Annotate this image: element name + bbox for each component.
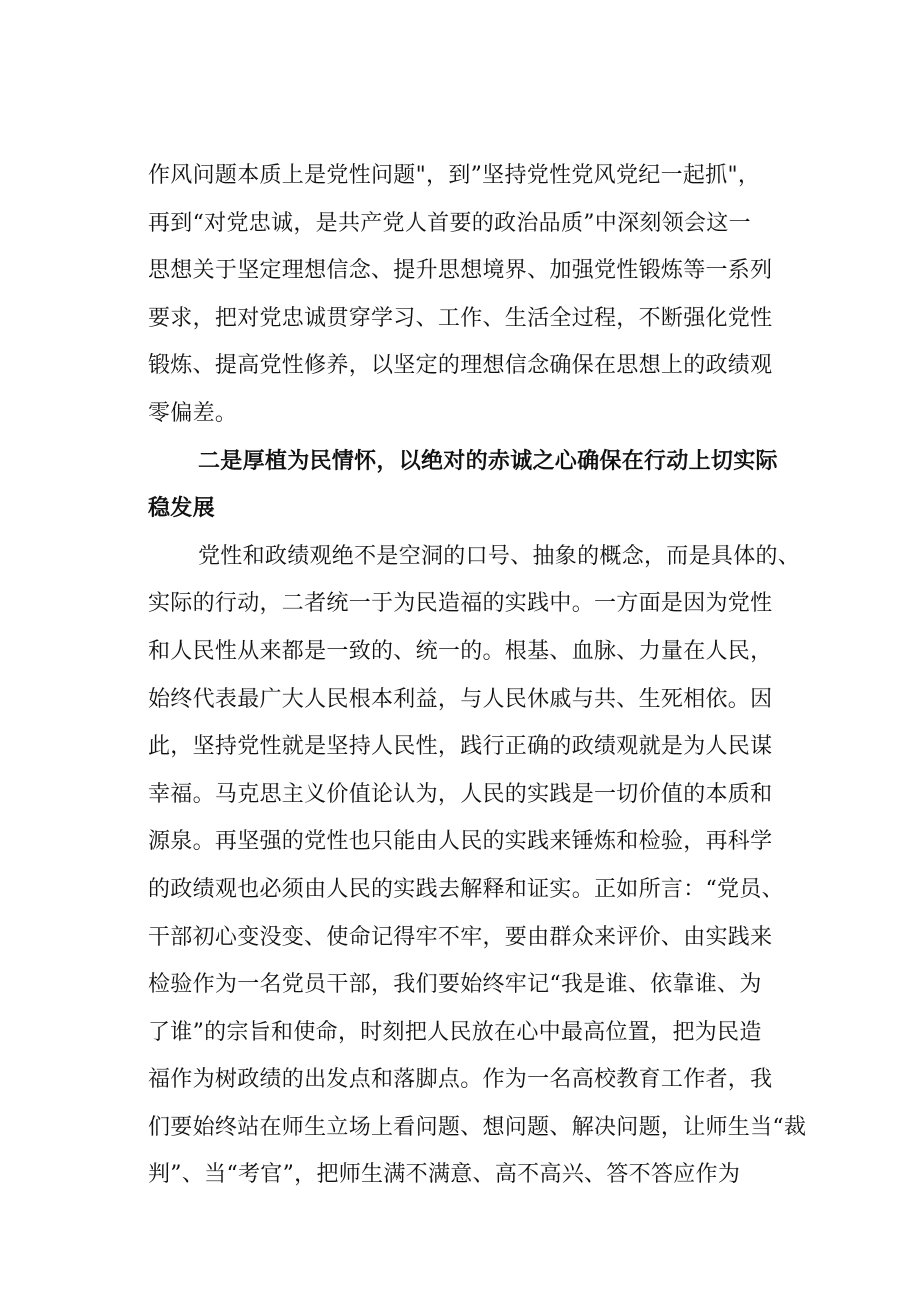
- paragraph-line: 再到“对党忠诚，是共产党人首要的政治品质”中深刻领会这一: [148, 210, 751, 236]
- paragraph-2: [148, 533, 808, 1199]
- paragraph-line: 党性和政绩观绝不是空洞的口号、抽象的概念，而是具体的、: [198, 543, 801, 569]
- paragraph-1: [148, 152, 808, 438]
- paragraph-line: 们要始终站在师生立场上看问题、想问题、解决问题，让师生当“裁: [148, 1114, 807, 1140]
- paragraph-line: 零偏差。: [148, 400, 238, 426]
- paragraph-line: 了谁”的宗旨和使命，时刻把人民放在心中最高位置，把为民造: [148, 1019, 762, 1045]
- paragraph-line: 此，坚持党性就是坚持人民性，践行正确的政绩观就是为人民谋: [148, 734, 773, 760]
- paragraph-line: 幸福。马克思主义价值论认为，人民的实践是一切价值的本质和: [148, 781, 773, 807]
- paragraph-line: 思想关于坚定理想信念、提升思想境界、加强党性锻炼等一系列: [148, 258, 773, 284]
- paragraph-line: 检验作为一名党员干部，我们要始终牢记“我是谁、依靠谁、为: [148, 972, 762, 998]
- paragraph-line: 福作为树政绩的出发点和落脚点。作为一名高校教育工作者，我: [148, 1067, 773, 1093]
- paragraph-line: 要求，把对党忠诚贯穿学习、工作、生活全过程，不断强化党性: [148, 305, 773, 331]
- paragraph-line: 的政绩观也必须由人民的实践去解释和证实。正如所言：“党员、: [148, 876, 784, 902]
- paragraph-line: 实际的行动，二者统一于为民造福的实践中。一方面是因为党性: [148, 591, 773, 617]
- heading-line: 稳发展: [148, 495, 215, 522]
- paragraph-line: 源泉。再坚强的党性也只能由人民的实践来锤炼和检验，再科学: [148, 829, 773, 855]
- paragraph-line: 判”、当“考官”，把师生满不满意、高不高兴、答不答应作为: [148, 1162, 741, 1188]
- paragraph-line: 作风问题本质上是党性问题"，到”坚持党性党风党纪一起抓"，: [148, 163, 761, 188]
- heading-line: 二是厚植为民情怀，以绝对的赤诚之心确保在行动上切实际: [198, 447, 778, 474]
- paragraph-line: 锻炼、提高党性修养，以坚定的理想信念确保在思想上的政绩观: [148, 353, 773, 379]
- document-body: [148, 152, 808, 1199]
- paragraph-line: 始终代表最广大人民根本利益，与人民休戚与共、生死相依。因: [148, 686, 773, 712]
- section-heading: [148, 438, 808, 533]
- paragraph-line: 和人民性从来都是一致的、统一的。根基、血脉、力量在人民，: [148, 638, 773, 664]
- paragraph-line: 干部初心变没变、使命记得牢不牢，要由群众来评价、由实践来: [148, 924, 773, 950]
